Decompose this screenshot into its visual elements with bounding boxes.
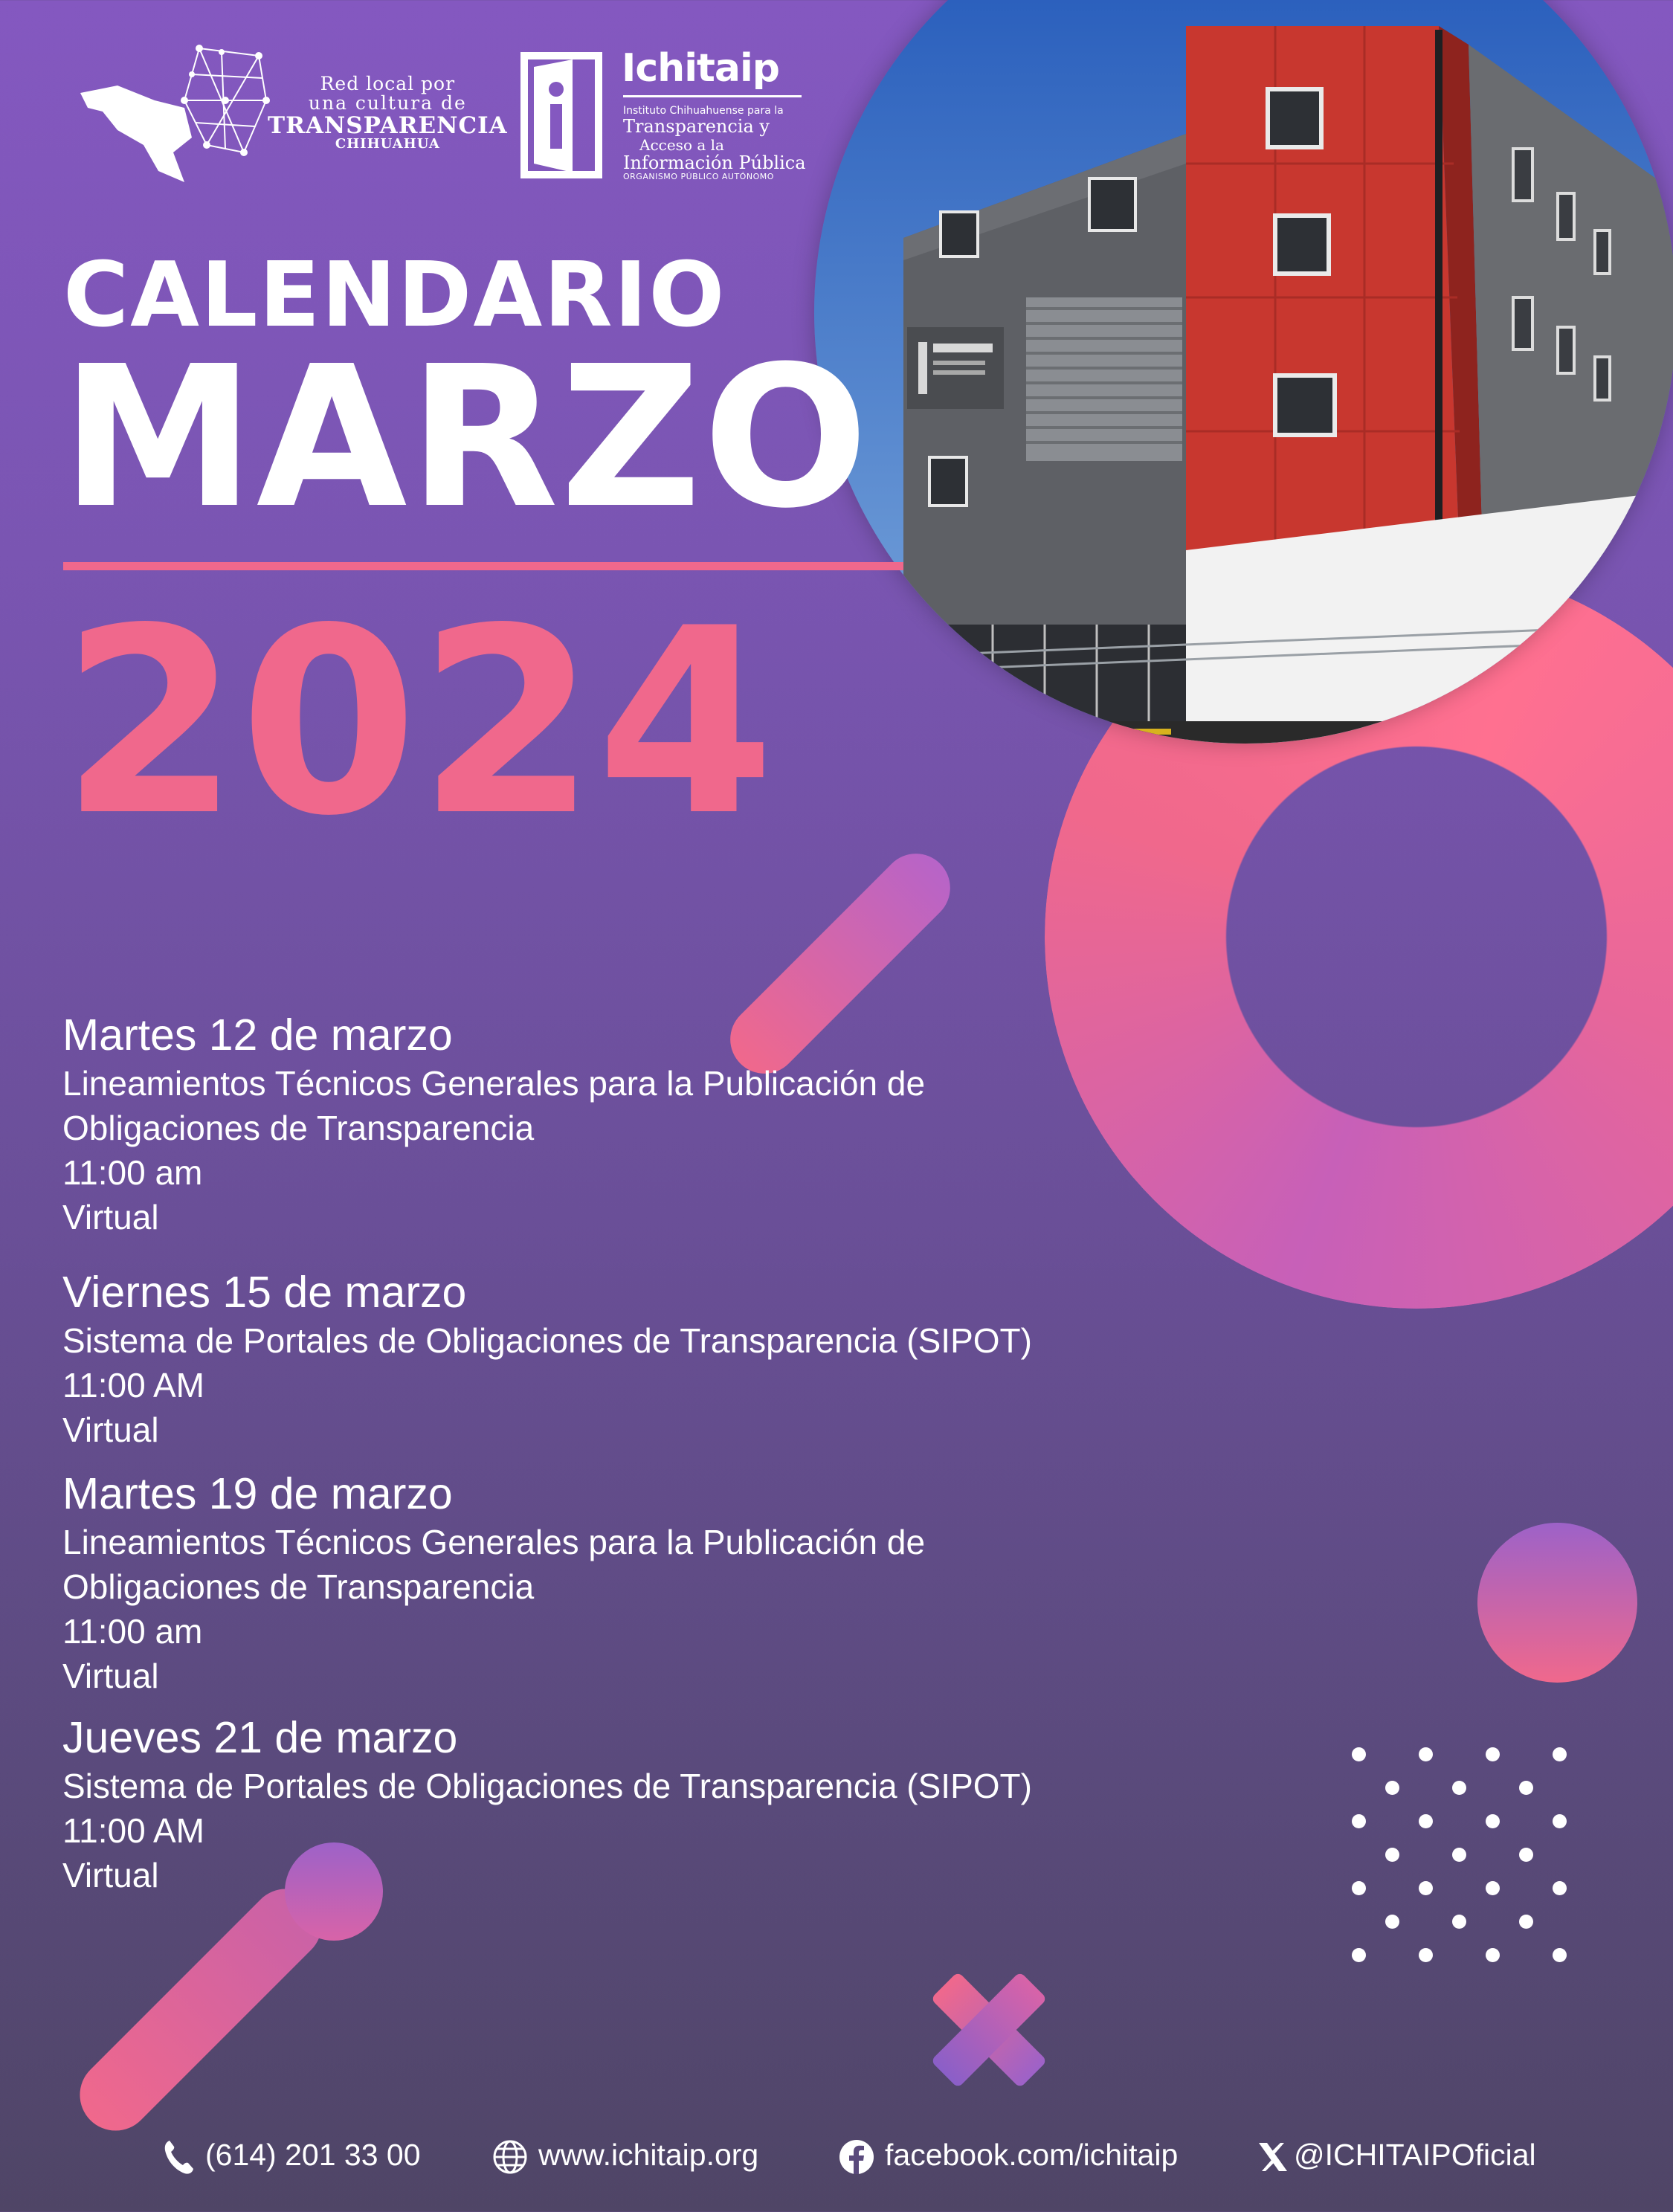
event-1 xyxy=(62,1009,925,1239)
megaphone-map-icon xyxy=(73,41,274,190)
event-mode: Virtual xyxy=(62,1410,159,1449)
event-title-line: Obligaciones de Transparencia xyxy=(62,1567,535,1606)
event-4 xyxy=(62,1712,1032,1897)
ichitaip-name: Ichitaip xyxy=(622,46,780,91)
phone-icon xyxy=(162,2138,195,2176)
decorative-circle-large xyxy=(1477,1523,1637,1683)
footer-facebook[interactable] xyxy=(839,2132,1178,2177)
event-date: Viernes 15 de marzo xyxy=(62,1268,467,1317)
ichitaip-line5: ORGANISMO PÚBLICO AUTÓNOMO xyxy=(623,172,774,182)
facebook-icon xyxy=(839,2139,874,2175)
event-mode: Virtual xyxy=(62,1856,159,1895)
event-time: 11:00 AM xyxy=(62,1366,204,1405)
event-2 xyxy=(62,1266,1032,1452)
ichitaip-line2: Transparencia y xyxy=(623,116,770,138)
event-title-line: Sistema de Portales de Obligaciones de Transparencia (SIPOT) xyxy=(62,1767,1032,1805)
ichitaip-door-icon xyxy=(520,52,610,178)
ichitaip-tagline xyxy=(623,106,806,181)
event-date: Martes 12 de marzo xyxy=(62,1010,453,1060)
ichitaip-line4: Información Pública xyxy=(623,152,806,173)
decorative-cross xyxy=(900,1941,1078,2119)
event-time: 11:00 am xyxy=(62,1612,203,1651)
footer-x[interactable] xyxy=(1257,2132,1536,2177)
x-icon xyxy=(1257,2141,1289,2173)
title-month: MARZO xyxy=(61,324,870,551)
event-title-line: Lineamientos Técnicos Generales para la Publicación de xyxy=(62,1523,926,1561)
footer-website[interactable] xyxy=(492,2132,758,2177)
footer-x-text: @ICHITAIPOficial xyxy=(1294,2138,1536,2172)
red-local-line3: TRANSPARENCIA xyxy=(268,112,508,139)
footer-facebook-text: facebook.com/ichitaip xyxy=(885,2138,1179,2172)
event-time: 11:00 am xyxy=(62,1153,203,1192)
red-local-logo-text xyxy=(268,74,508,152)
globe-icon xyxy=(492,2139,528,2175)
footer-phone-text: (614) 201 33 00 xyxy=(205,2138,421,2172)
decorative-dot-grid xyxy=(1352,1747,1575,1970)
footer-phone[interactable] xyxy=(162,2132,421,2177)
event-date: Jueves 21 de marzo xyxy=(62,1713,458,1762)
event-time: 11:00 AM xyxy=(62,1811,204,1850)
title-calendario: CALENDARIO xyxy=(63,244,726,347)
title-year: 2024 xyxy=(61,574,776,872)
red-local-line2: una cultura de xyxy=(308,92,467,115)
title-divider xyxy=(63,562,903,570)
event-title-line: Obligaciones de Transparencia xyxy=(62,1109,535,1147)
ichitaip-line3: Acceso a la xyxy=(639,135,724,154)
event-mode: Virtual xyxy=(62,1657,159,1695)
ichitaip-line1: Instituto Chihuahuense para la xyxy=(623,105,784,117)
event-title-line: Lineamientos Técnicos Generales para la Publicación de xyxy=(62,1064,926,1103)
ichitaip-divider xyxy=(623,95,802,97)
red-local-line4: CHIHUAHUA xyxy=(335,136,440,152)
event-date: Martes 19 de marzo xyxy=(62,1469,453,1518)
footer-website-text: www.ichitaip.org xyxy=(538,2138,759,2172)
event-3 xyxy=(62,1468,925,1698)
red-local-line1: Red local por xyxy=(320,73,456,94)
event-title-line: Sistema de Portales de Obligaciones de Transparencia (SIPOT) xyxy=(62,1321,1032,1360)
event-mode: Virtual xyxy=(62,1198,159,1236)
